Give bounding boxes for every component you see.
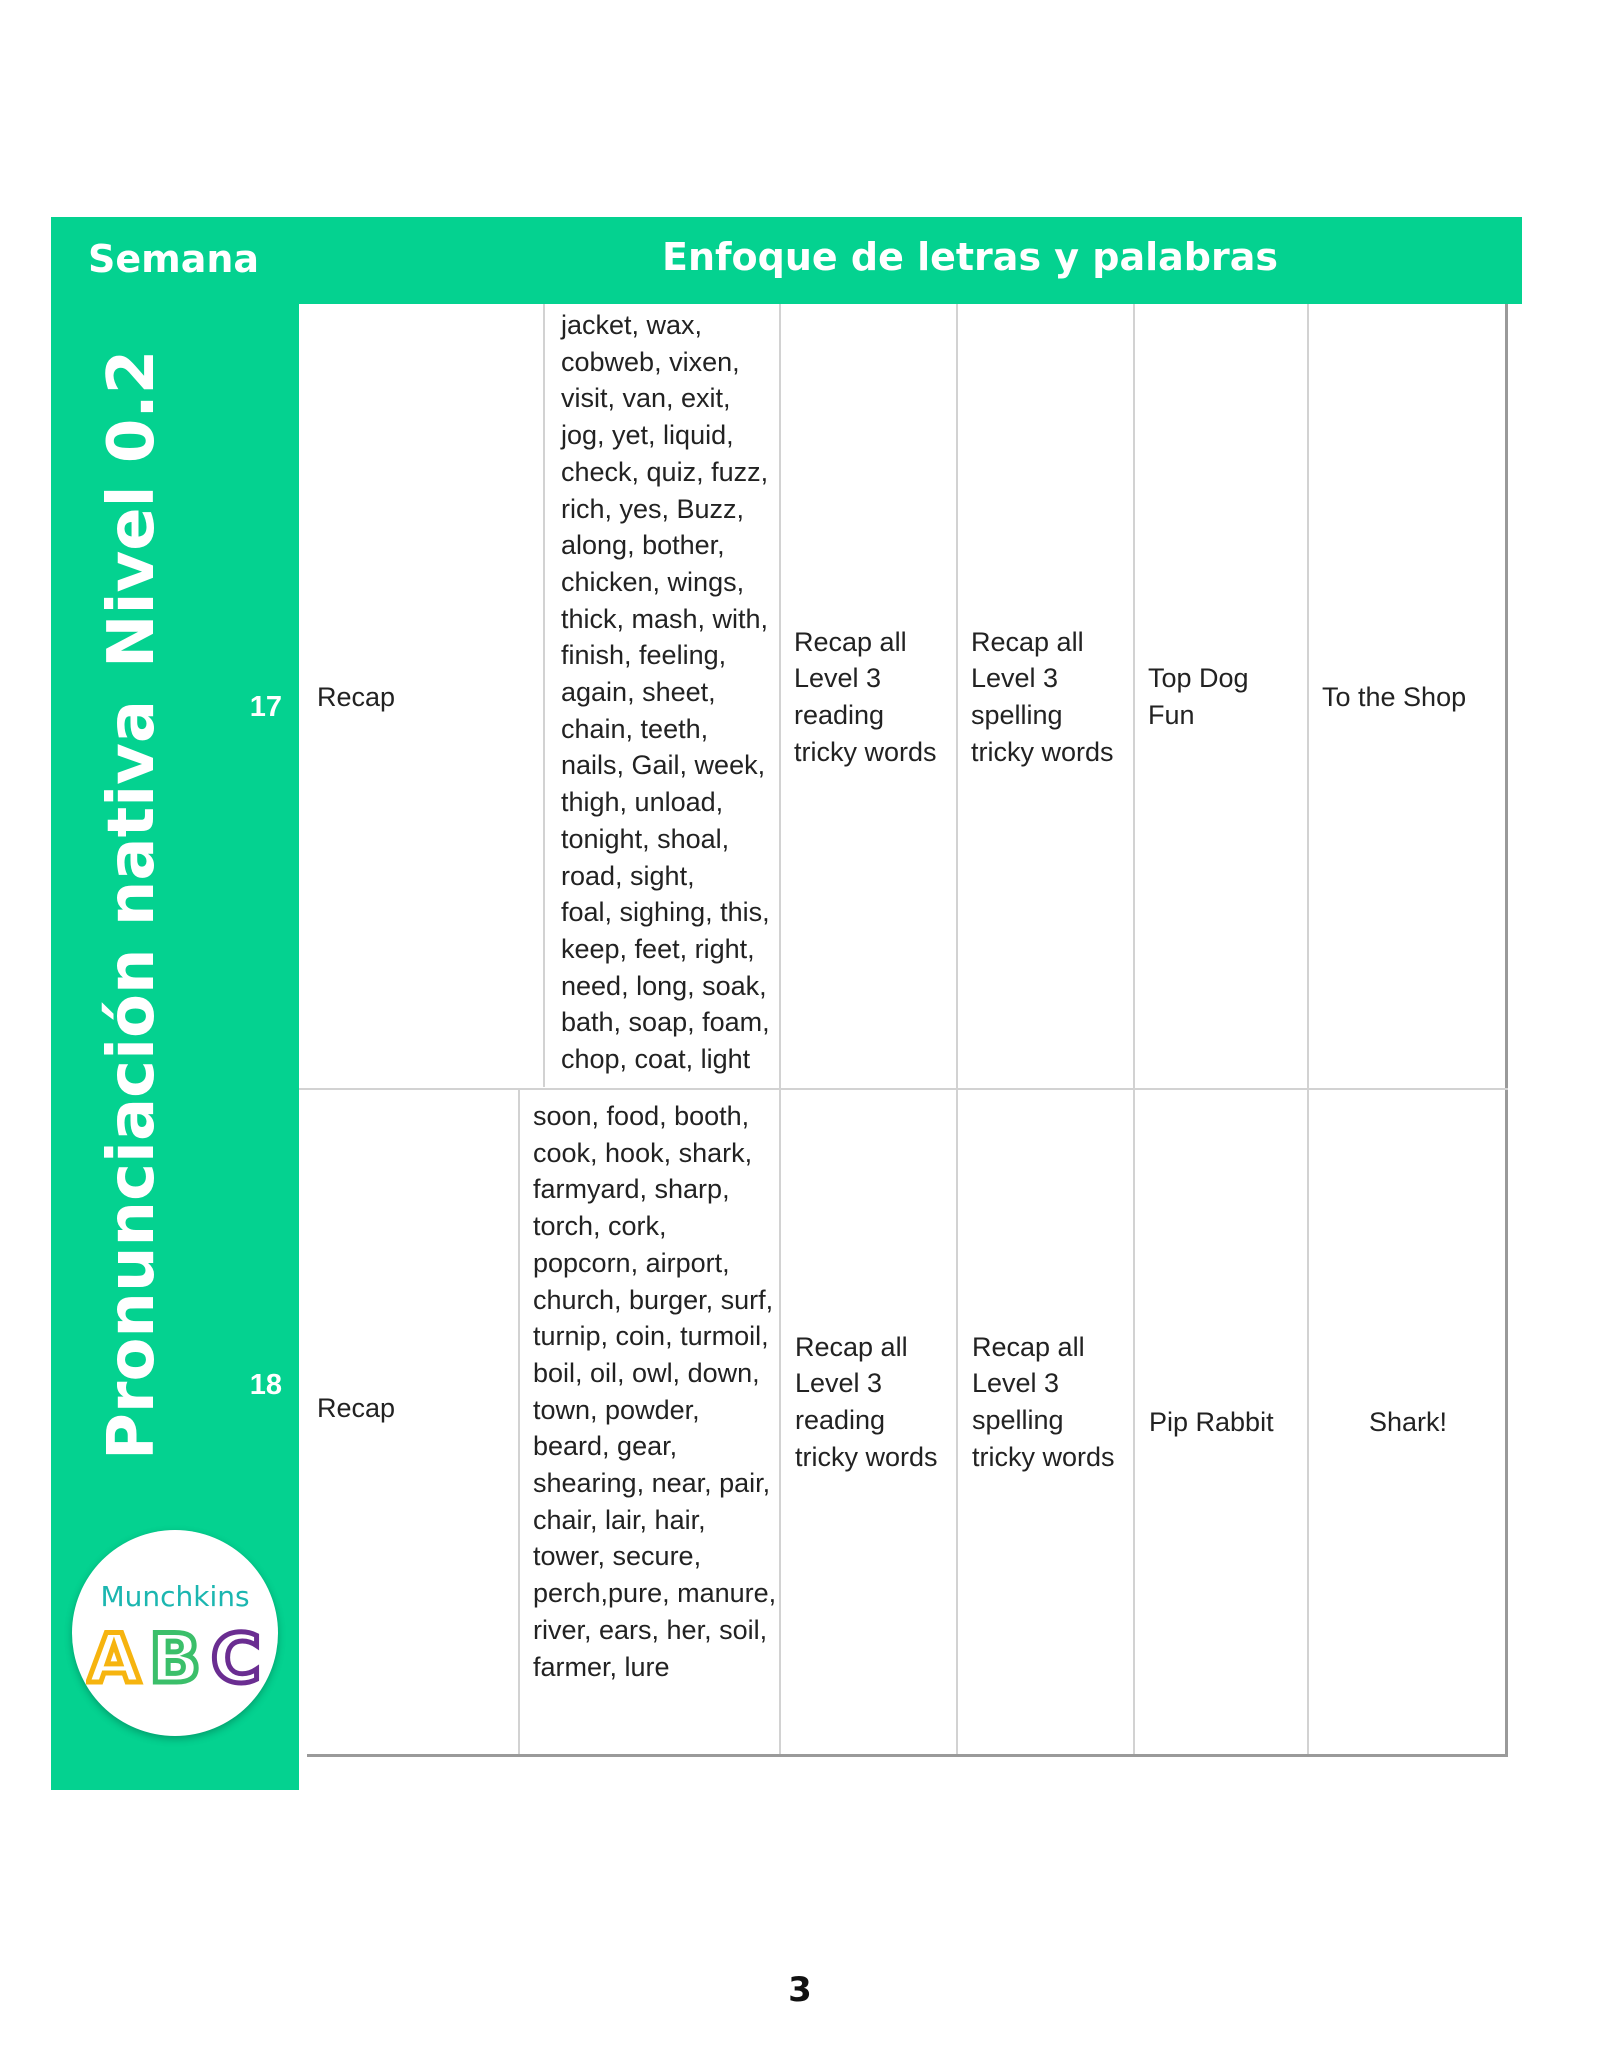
word-line: keep, feet, right, [561, 933, 755, 964]
word-line: torch, cork, [533, 1211, 667, 1242]
word-line: church, burger, surf, [533, 1284, 774, 1315]
word-line: visit, van, exit, [561, 383, 731, 414]
grid-line [956, 304, 958, 1754]
book-title-line: Shark! [1368, 1406, 1448, 1437]
word-line: shearing, near, pair, [533, 1468, 771, 1499]
word-line: beard, gear, [533, 1431, 678, 1462]
book-title-line: Fun [1148, 700, 1195, 730]
word-line: jog, yet, liquid, [561, 420, 734, 451]
table-cell-words [533, 1098, 778, 1685]
word-line: town, powder, [533, 1394, 700, 1425]
reading-line: tricky words [795, 1441, 938, 1472]
reading-line: tricky words [794, 736, 937, 767]
grid-line [518, 1089, 520, 1754]
word-line: farmyard, sharp, [533, 1174, 730, 1205]
page-number: 3 [788, 1970, 812, 2010]
spelling-line: tricky words [971, 736, 1114, 767]
table-cell-spelling [971, 306, 1131, 1088]
spelling-line: spelling [971, 700, 1063, 730]
grid-line [779, 304, 781, 1754]
table-cell-reading [794, 306, 954, 1088]
level-title-part1: Pronunciación nativa [95, 699, 169, 1460]
logo-abc-letters [86, 1620, 264, 1690]
word-line: nails, Gail, week, [561, 750, 766, 781]
table-cell-focus: Recap [317, 681, 396, 712]
svg-text:C: C [211, 1620, 261, 1690]
focus-column-header: Enfoque de letras y palabras [661, 235, 1278, 279]
week-number-17: 17 [249, 691, 282, 723]
reading-line: Level 3 [795, 1368, 883, 1399]
word-line: finish, feeling, [561, 640, 727, 671]
word-line: farmer, lure [533, 1651, 670, 1682]
reading-line: Level 3 [794, 663, 882, 694]
table-cell-book [1149, 1090, 1304, 1754]
level-title-part2: Nivel 0.2 [95, 349, 169, 668]
word-line: chop, coat, light [561, 1044, 751, 1075]
table-cell-reading [795, 1090, 955, 1754]
reading-line: Recap all [794, 626, 907, 657]
word-line: boil, oil, owl, down, [533, 1357, 760, 1388]
week-number-18: 18 [249, 1369, 282, 1401]
munchkins-abc-logo [72, 1530, 278, 1736]
word-line: soon, food, booth, [533, 1101, 750, 1131]
table-cell-words [561, 307, 776, 1078]
svg-text:A: A [87, 1620, 141, 1690]
word-line: rich, yes, Buzz, [561, 493, 745, 524]
word-line: tower, secure, [533, 1541, 702, 1572]
word-line: chair, lair, hair, [533, 1504, 706, 1535]
word-line: river, ears, her, soil, [533, 1614, 768, 1645]
table-bottom-border [307, 1754, 1508, 1757]
table-cell-book [1322, 306, 1502, 1088]
word-line: need, long, soak, [561, 970, 767, 1001]
book-title-line: Pip Rabbit [1149, 1406, 1274, 1437]
table-cell-book [1310, 1090, 1506, 1754]
svg-text:B: B [149, 1620, 201, 1690]
word-line: chain, teeth, [561, 713, 709, 744]
spelling-line: Level 3 [971, 663, 1059, 694]
word-line: chicken, wings, [561, 566, 745, 597]
book-title-line: Top Dog [1148, 663, 1249, 694]
book-title-line: To the Shop [1322, 681, 1467, 712]
word-line: along, bother, [561, 530, 725, 561]
table-cell-focus: Recap [317, 1392, 396, 1423]
word-line: cook, hook, shark, [533, 1137, 753, 1168]
spelling-line: Level 3 [972, 1368, 1060, 1399]
spelling-line: tricky words [972, 1441, 1115, 1472]
grid-line [1307, 304, 1309, 1754]
word-line: turnip, coin, turmoil, [533, 1321, 769, 1352]
level-title [95, 350, 169, 1460]
spelling-line: Recap all [971, 626, 1084, 657]
word-line: bath, soap, foam, [561, 1007, 770, 1038]
table-cell-spelling [972, 1090, 1132, 1754]
word-line: check, quiz, fuzz, [561, 456, 769, 487]
reading-line: reading [795, 1405, 886, 1435]
word-line: road, sight, [561, 860, 695, 891]
grid-line [1133, 304, 1135, 1754]
word-list [533, 1098, 778, 1685]
word-line: perch,pure, manure, [533, 1578, 777, 1609]
word-line: popcorn, airport, [533, 1247, 730, 1278]
word-line: tonight, shoal, [561, 823, 730, 854]
table-cell-book [1148, 306, 1303, 1088]
word-list [561, 307, 776, 1078]
word-line: again, sheet, [561, 677, 716, 708]
logo-wordmark: Munchkins [100, 1580, 250, 1613]
word-line: jacket, wax, [561, 310, 703, 340]
week-column-header: Semana [88, 237, 260, 281]
spelling-line: spelling [972, 1405, 1064, 1435]
word-line: foal, sighing, this, [561, 897, 770, 928]
word-line: cobweb, vixen, [561, 346, 740, 377]
reading-line: reading [794, 700, 885, 730]
spelling-line: Recap all [972, 1331, 1085, 1362]
word-line: thick, mash, with, [561, 603, 769, 634]
grid-line [543, 304, 545, 1087]
reading-line: Recap all [795, 1331, 908, 1362]
word-line: thigh, unload, [561, 787, 724, 818]
